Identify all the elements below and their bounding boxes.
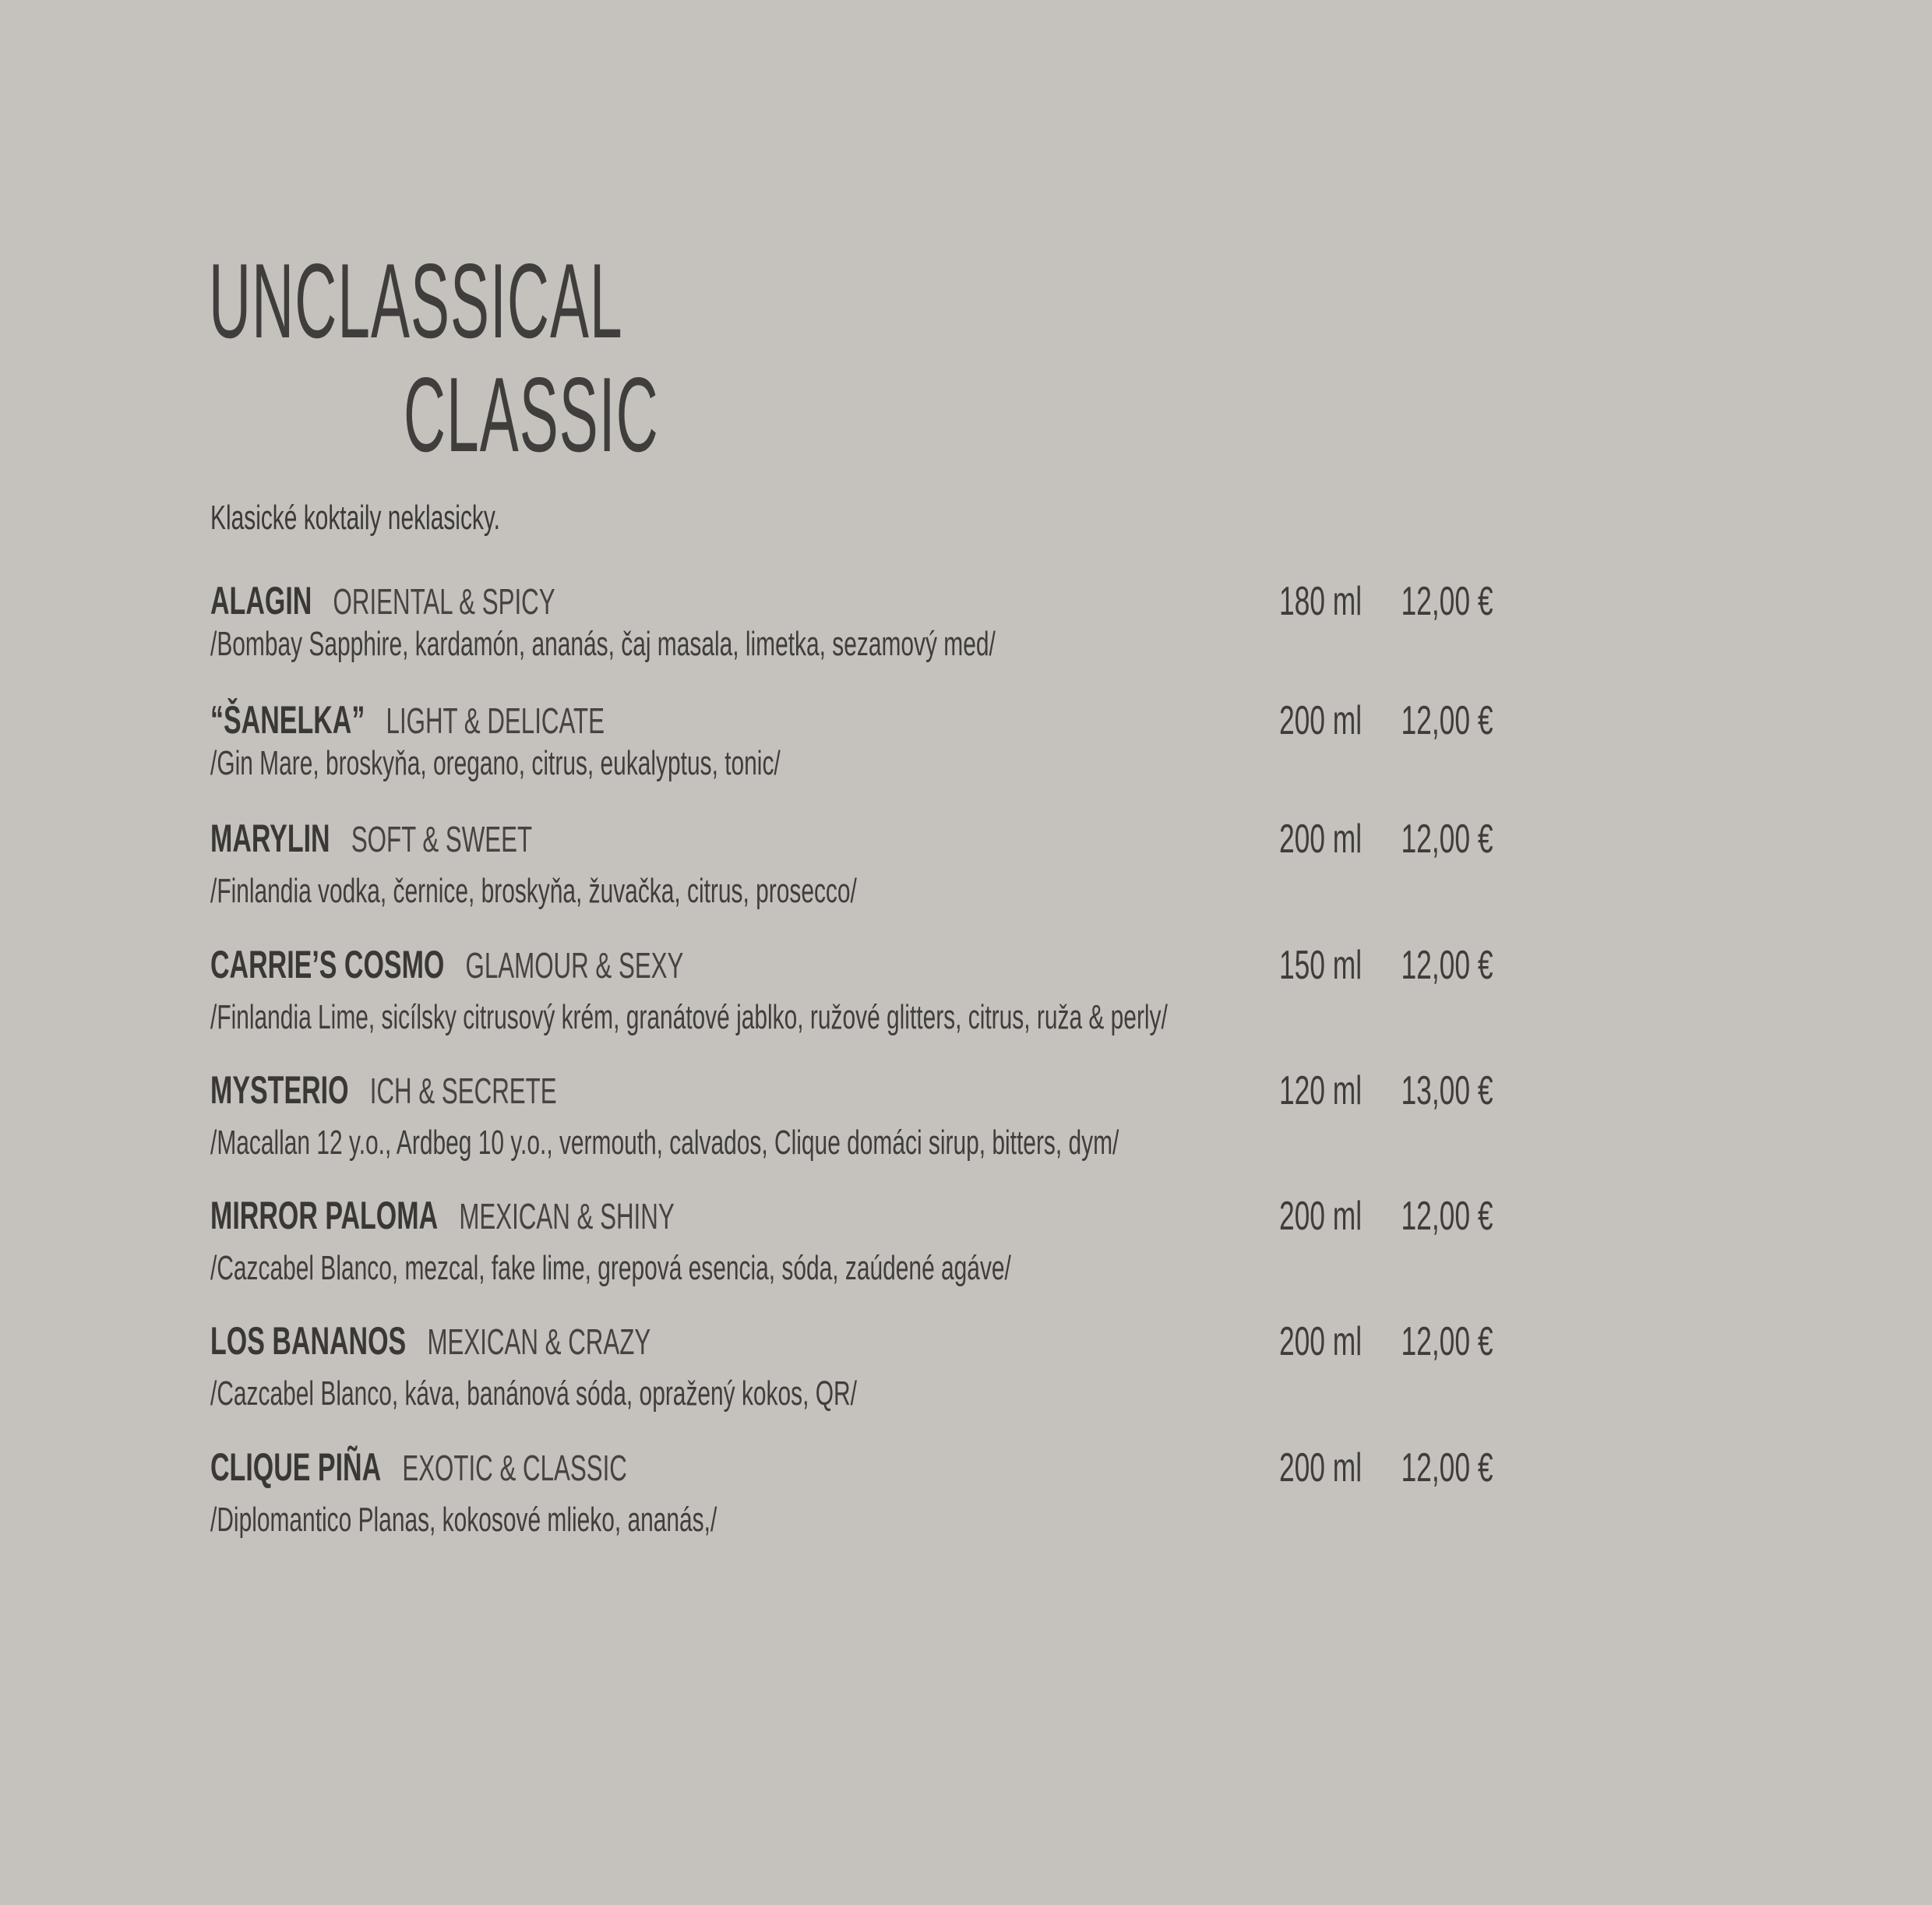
menu-item-header bbox=[210, 1067, 1493, 1114]
cocktail-price: 13,00 € bbox=[1401, 1068, 1493, 1113]
page-title-line-2 bbox=[404, 355, 868, 474]
menu-item-header bbox=[210, 816, 1493, 863]
cocktail-price: 12,00 € bbox=[1401, 943, 1493, 988]
menu-item-title bbox=[210, 1445, 627, 1490]
cocktail-volume: 120 ml bbox=[1278, 1068, 1362, 1113]
cocktail-ingredients: /Cazcabel Blanco, mezcal, fake lime, grepová esencia, sóda, zaúdené agáve/ bbox=[210, 1249, 1011, 1287]
cocktail-tagline: LIGHT & DELICATE bbox=[386, 700, 605, 741]
cocktail-price: 12,00 € bbox=[1401, 817, 1493, 862]
cocktail-tagline: MEXICAN & CRAZY bbox=[427, 1321, 651, 1362]
title-line-2-text: CLASSIC bbox=[404, 355, 659, 474]
menu-item-clique-pina bbox=[210, 1445, 1493, 1539]
cocktail-tagline: MEXICAN & SHINY bbox=[459, 1196, 675, 1236]
menu-item-header bbox=[210, 578, 1493, 625]
cocktail-tagline: ORIENTAL & SPICY bbox=[333, 581, 555, 622]
menu-item-marylin bbox=[210, 816, 1493, 910]
cocktail-ingredients: /Diplomantico Planas, kokosové mlieko, ananás,/ bbox=[210, 1501, 717, 1539]
menu-item-title bbox=[210, 816, 532, 861]
cocktail-ingredients: /Finlandia vodka, černice, broskyňa, žuvačka, citrus, prosecco/ bbox=[210, 872, 857, 910]
menu-item-header bbox=[210, 942, 1493, 989]
cocktail-name: “ŠANELKA” bbox=[210, 698, 365, 742]
menu-item-title bbox=[210, 942, 683, 987]
cocktail-tagline: EXOTIC & CLASSIC bbox=[402, 1448, 627, 1488]
cocktail-ingredients: /Cazcabel Blanco, káva, banánová sóda, opražený kokos, QR/ bbox=[210, 1374, 857, 1413]
menu-item-title bbox=[210, 1193, 675, 1238]
menu-item-header bbox=[210, 1193, 1493, 1240]
cocktail-name: MIRROR PALOMA bbox=[210, 1194, 439, 1237]
cocktail-price: 12,00 € bbox=[1401, 1194, 1493, 1239]
menu-item-carries-cosmo bbox=[210, 942, 1493, 1036]
menu-item-header bbox=[210, 1318, 1493, 1365]
menu-item-sanelka bbox=[210, 697, 1493, 782]
cocktail-volume: 180 ml bbox=[1278, 579, 1362, 624]
menu-item-mysterio bbox=[210, 1067, 1493, 1162]
page-title-line-1 bbox=[209, 242, 962, 360]
cocktail-tagline: GLAMOUR & SEXY bbox=[465, 945, 684, 986]
cocktail-price: 12,00 € bbox=[1401, 698, 1493, 743]
menu-item-title bbox=[210, 1318, 650, 1363]
title-line-1-text: UNCLASSICAL bbox=[209, 242, 623, 360]
menu-item-header bbox=[210, 697, 1493, 744]
menu-item-title bbox=[210, 697, 605, 743]
cocktail-name: MYSTERIO bbox=[210, 1068, 349, 1112]
cocktail-name: ALAGIN bbox=[210, 579, 312, 623]
cocktail-tagline: ICH & SECRETE bbox=[369, 1071, 557, 1111]
cocktail-ingredients: /Gin Mare, broskyňa, oregano, citrus, eukalyptus, tonic/ bbox=[210, 744, 781, 782]
cocktail-ingredients: /Finlandia Lime, sicílsky citrusový krém, granátové jablko, ružové glitters, citrus, ruža & perly/ bbox=[210, 998, 1168, 1036]
cocktail-name: LOS BANANOS bbox=[210, 1319, 407, 1363]
cocktail-name: CLIQUE PIÑA bbox=[210, 1445, 382, 1489]
cocktail-price: 12,00 € bbox=[1401, 1445, 1493, 1490]
cocktail-ingredients: /Macallan 12 y.o., Ardbeg 10 y.o., vermouth, calvados, Clique domáci sirup, bitters, dym/ bbox=[210, 1124, 1119, 1162]
page-subtitle bbox=[210, 499, 636, 538]
cocktail-volume: 200 ml bbox=[1278, 1194, 1362, 1239]
cocktail-volume: 200 ml bbox=[1278, 817, 1362, 862]
menu-item-header bbox=[210, 1445, 1493, 1491]
cocktail-volume: 200 ml bbox=[1278, 1445, 1362, 1490]
cocktail-volume: 200 ml bbox=[1278, 698, 1362, 743]
cocktail-name: MARYLIN bbox=[210, 817, 330, 860]
cocktail-tagline: SOFT & SWEET bbox=[351, 819, 533, 859]
menu-item-los-bananos bbox=[210, 1318, 1493, 1413]
menu-item-title bbox=[210, 578, 555, 623]
cocktail-name: CARRIE’S COSMO bbox=[210, 943, 445, 986]
subtitle-text: Klasické koktaily neklasicky. bbox=[210, 499, 500, 537]
menu-item-title bbox=[210, 1067, 557, 1113]
cocktail-ingredients: /Bombay Sapphire, kardamón, ananás, čaj masala, limetka, sezamový med/ bbox=[210, 625, 996, 663]
cocktail-price: 12,00 € bbox=[1401, 579, 1493, 624]
menu-item-alagin bbox=[210, 578, 1493, 663]
menu-item-mirror-paloma bbox=[210, 1193, 1493, 1287]
cocktail-volume: 200 ml bbox=[1278, 1319, 1362, 1364]
cocktail-volume: 150 ml bbox=[1278, 943, 1362, 988]
cocktail-price: 12,00 € bbox=[1401, 1319, 1493, 1364]
